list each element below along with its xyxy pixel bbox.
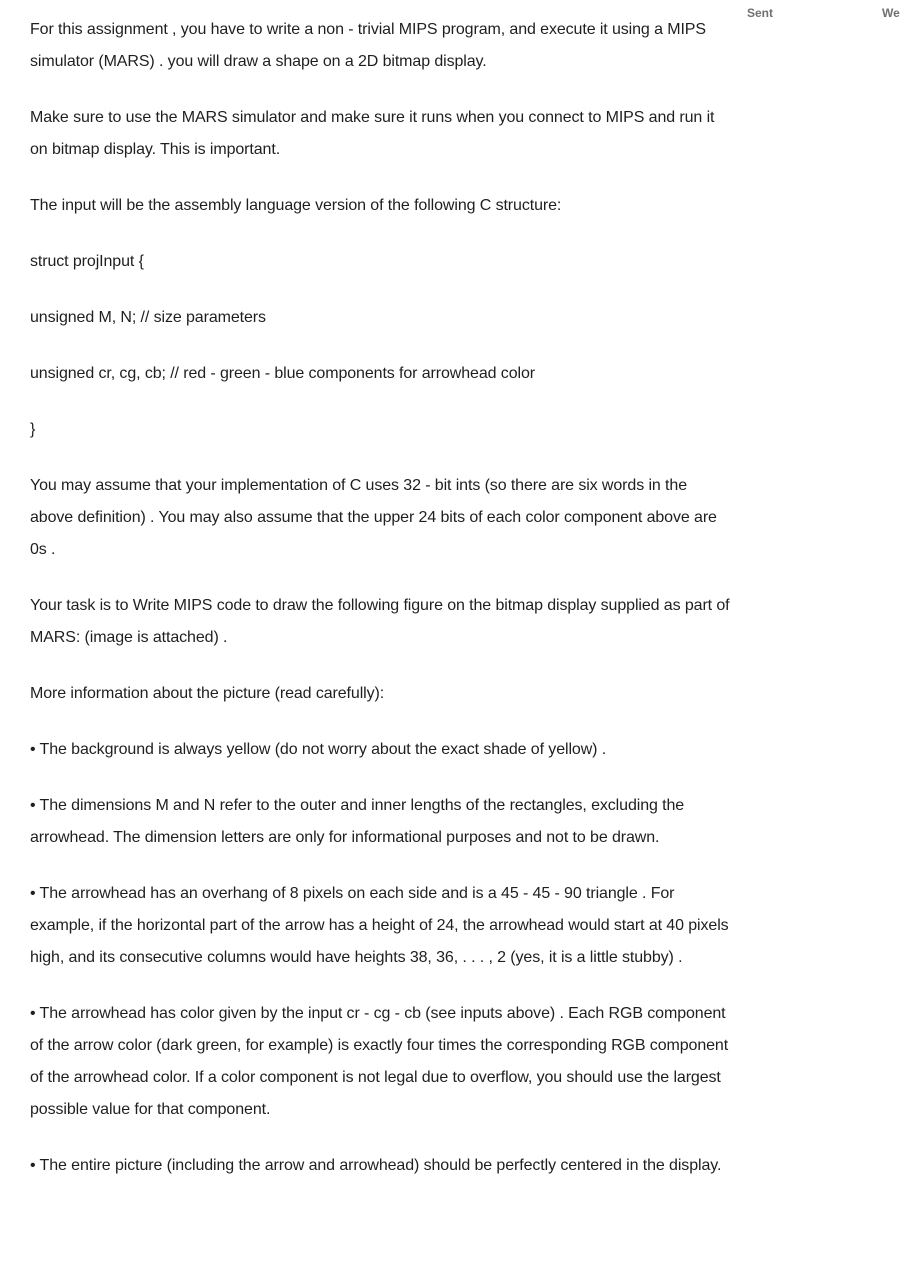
assignment-document bbox=[30, 14, 730, 1206]
input-intro-paragraph: The input will be the assembly language version of the following C structure: bbox=[30, 197, 562, 214]
we-column-label[interactable]: We bbox=[882, 6, 900, 20]
struct-color-line: unsigned cr, cg, cb; // red - green - blue components for arrowhead color bbox=[30, 365, 535, 382]
mars-note-paragraph: Make sure to use the MARS simulator and make sure it runs when you connect to MIPS and run it on bitmap display. This is important. bbox=[30, 109, 715, 158]
sent-column-label[interactable]: Sent bbox=[747, 6, 774, 20]
more-info-heading: More information about the picture (read carefully): bbox=[30, 685, 385, 702]
struct-size-line: unsigned M, N; // size parameters bbox=[30, 309, 266, 326]
bullet-arrowhead-overhang: • The arrowhead has an overhang of 8 pixels on each side and is a 45 - 45 - 90 triangle . For example, if the horizontal part of the arrow has a height of 24, the arrowhead would start at 40 pixels high, and its consecutive columns would have heights 38, 36, . . . , 2 (yes, it is a little stubby) . bbox=[30, 885, 729, 966]
intro-paragraph: For this assignment , you have to write a non - trivial MIPS program, and execute it using a MIPS simulator (MARS) . you will draw a shape on a 2D bitmap display. bbox=[30, 21, 706, 70]
struct-close-line: } bbox=[30, 421, 36, 438]
bullet-dimensions: • The dimensions M and N refer to the outer and inner lengths of the rectangles, excluding the arrowhead. The dimension letters are only for informational purposes and not to be drawn. bbox=[30, 797, 685, 846]
task-paragraph: Your task is to Write MIPS code to draw the following figure on the bitmap display supplied as part of MARS: (image is attached) . bbox=[30, 597, 730, 646]
bullet-arrowhead-color: • The arrowhead has color given by the input cr - cg - cb (see inputs above) . Each RGB component of the arrow color (dark green, for example) is exactly four times the corresponding RGB component of the arrowhead color. If a color component is not legal due to overflow, you should use the largest possible value for that component. bbox=[30, 1005, 729, 1118]
assumptions-paragraph: You may assume that your implementation of C uses 32 - bit ints (so there are six words in the above definition) . You may also assume that the upper 24 bits of each color component above are 0s . bbox=[30, 477, 717, 558]
bullet-centered: • The entire picture (including the arrow and arrowhead) should be perfectly centered in the display. bbox=[30, 1157, 722, 1174]
bullet-background: • The background is always yellow (do not worry about the exact shade of yellow) . bbox=[30, 741, 607, 758]
struct-open-line: struct projInput { bbox=[30, 253, 144, 270]
